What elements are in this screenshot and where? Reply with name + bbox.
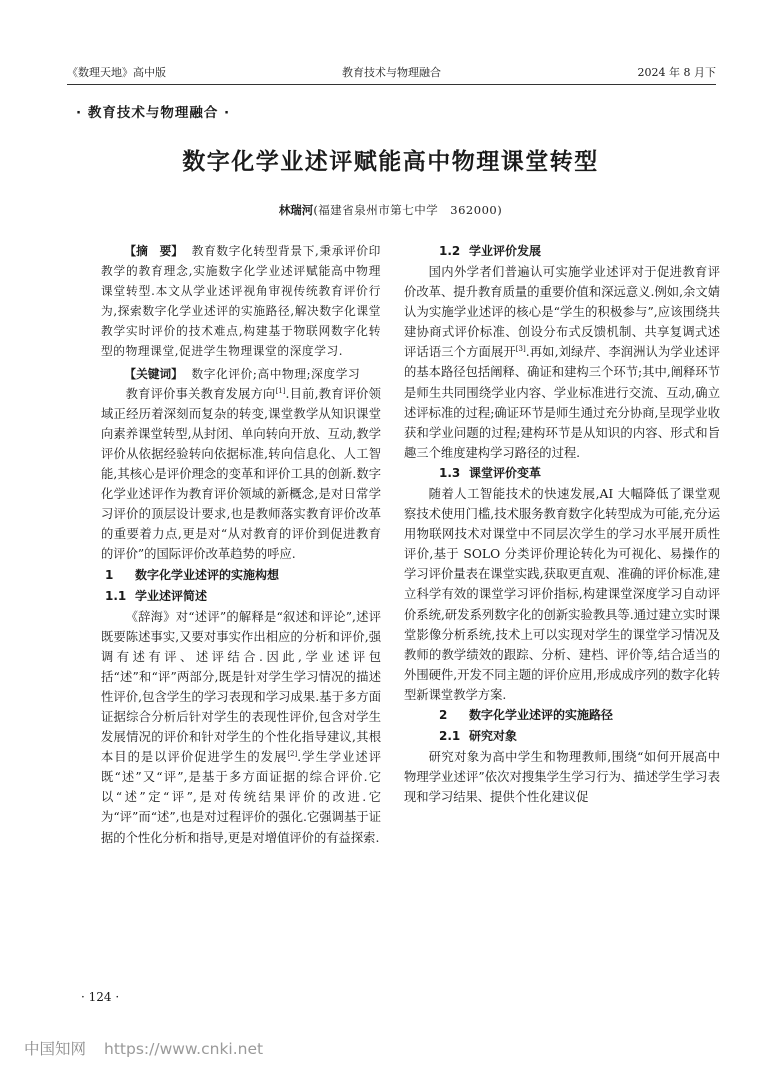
abstract-text: 教育数字化转型背景下,秉承评价印教学的教育理念,实施数字化学业述评赋能高中物理课堂转型.本文从学业述评视角审视传统教育评价行为,探索数字化学业述评的实施路径,解决数字化课堂教学实时评价的技术难点,构建基于物联网数字化转型的物理课堂,促进学生物理课堂的深度学习. (101, 244, 381, 359)
section-1-number: 1 (105, 567, 114, 582)
intro-paragraph (101, 384, 381, 565)
citation-3: [3] (515, 345, 526, 354)
section-1-2-text-a: 国内外学者们普遍认可实施学业述评对于促进教育评价改革、提升教育质量的重要价值和深远意义.例如,余文婧认为实施学业述评的核心是“学生的积极参与”,应该围绕共建协商式评价标准、创设分布式反馈机制、共享复调式述评话语三个方面展开 (404, 265, 720, 360)
section-1-3-paragraph: 随着人工智能技术的快速发展,AI 大幅降低了课堂观察技术使用门槛,技术服务教育数字化转型成为可能,充分运用物联网技术对课堂中不同层次学生的学习水平展开质性评价,基于 SOLO 分类评价理论转化为可视化、易操作的学习评价量表在课堂实践,获取更直观、准确的评价标准,建立科学有效的课堂学习评价指标,构建课堂深度学习自动评价系统,研发系列数字化的创新实验教具等.通过建立实时课堂影像分析系统,技术上可以实现对学生的课堂学习情况及教师的教学绩效的跟踪、分析、建档、评价等,结合适当的外围硬件,开发不同主题的评价应用,形成成序列的数字化转型新课堂教学方案. (404, 486, 720, 702)
section-1-2-heading (404, 241, 720, 262)
section-1-2-paragraph (404, 262, 720, 463)
citation-2: [2] (287, 750, 298, 759)
running-section: 教育技术与物理融合 (342, 66, 441, 79)
section-1-3-heading (404, 463, 720, 484)
left-column (101, 241, 381, 848)
watermark-brand: 中国知网 (24, 1040, 87, 1058)
section-2-1-title: 研究对象 (469, 728, 518, 743)
section-1-1-text-b: .学生学业述评既“述”又“评”,是基于多方面证据的综合评价.它以“述”定“评”,是对传统结果评价的改进.它为“评”而“述”,也是对过程评价的强化.它强调基于证据的个性化分析和指导,更是对增值评价的有益探索. (101, 750, 381, 845)
section-2-1-paragraph: 研究对象为高中学生和物理教师,围绕“如何开展高中物理学业述评”依次对搜集学生学习行为、描述学生学习表现和学习结果、提供个性化建议促 (404, 749, 720, 805)
right-column (404, 241, 720, 807)
running-head (67, 64, 716, 82)
section-1-2-title: 学业评价发展 (469, 244, 542, 258)
section-1-1-heading (101, 586, 381, 607)
header-rule (67, 84, 716, 85)
keywords-label: 【关键词】 (124, 366, 183, 381)
section-1-1-title: 学业述评简述 (135, 588, 208, 603)
section-1-2-number: 1.2 (439, 244, 461, 258)
section-1-3-title: 课堂评价变革 (469, 465, 542, 480)
column-tag: · 教育技术与物理融合 · (76, 105, 231, 121)
keywords (101, 364, 381, 384)
keywords-text: 数字化评价;高中物理;深度学习 (191, 366, 361, 381)
section-1-1-paragraph (101, 607, 381, 848)
section-1-title: 数字化学业述评的实施构想 (135, 567, 280, 582)
section-1-2-text-b: .再如,刘绿芹、李润洲认为学业述评的基本路径包括阐释、确证和建构三个环节;其中,阐释环节是师生共同围绕学业内容、学业标准进行交流、互动,确立述评标准的过程;确证环节是师生通过充分协商,呈现学业收获和学业问题的过程;建构环节是从知识的内容、形式和旨趣三个维度建构学习路径的过程. (404, 345, 720, 460)
section-1-heading (101, 565, 381, 586)
abstract-label: 【摘 要】 (124, 244, 184, 258)
section-2-heading (404, 705, 720, 726)
cnki-watermark (24, 1037, 263, 1059)
section-2-number: 2 (439, 707, 448, 722)
intro-text-a: 教育评价事关教育发展方向 (125, 386, 276, 401)
issue-date: 2024 年 8 月下 (637, 66, 716, 79)
watermark-url[interactable]: https://www.cnki.net (104, 1040, 264, 1058)
section-1-1-text-a: 《辞海》对“述评”的解释是“叙述和评论”,述评既要陈述事实,又要对事实作出相应的分析和评价,强调有述有评、述评结合.因此,学业述评包括“述”和“评”两部分,既是针对学生学习情况的描述性评价,包含学生的学习表现和学习成果.基于多方面证据综合分析后针对学生的表现性评价,包含对学生发展情况的评价和针对学生的个性化指导建议,其根本目的是以评价促进学生的发展 (101, 609, 381, 765)
author-name: 林瑞河 (278, 203, 314, 217)
author-line (0, 202, 781, 218)
article-title: 数字化学业述评赋能高中物理课堂转型 (182, 149, 599, 175)
citation-1: [1] (275, 386, 286, 395)
author-affiliation: (福建省泉州市第七中学 362000) (313, 203, 503, 217)
page-number: · 124 · (81, 990, 120, 1004)
section-2-title: 数字化学业述评的实施路径 (469, 707, 614, 722)
section-2-1-number: 2.1 (439, 728, 461, 743)
section-1-3-number: 1.3 (439, 465, 461, 480)
abstract (101, 241, 381, 362)
journal-name: 《数理天地》高中版 (67, 66, 166, 79)
section-2-1-heading (404, 726, 720, 747)
intro-text-b: .目前,教育评价领域正经历着深刻而复杂的转变,课堂教学从知识课堂向素养课堂转型,从封闭、单向转向开放、互动,教学评价从依据经验转向依据标准,转向信息化、人工智能,其核心是评价理念的变革和评价工具的创新.数字化学业述评作为教育评价领域的新概念,是对日常学习评价的顶层设计要求,也是教师落实教育评价改革的重要着力点,更是对“从对教育的评价到促进教育的评价”的国际评价改革趋势的呼应. (101, 386, 381, 562)
section-1-1-number: 1.1 (105, 588, 127, 603)
